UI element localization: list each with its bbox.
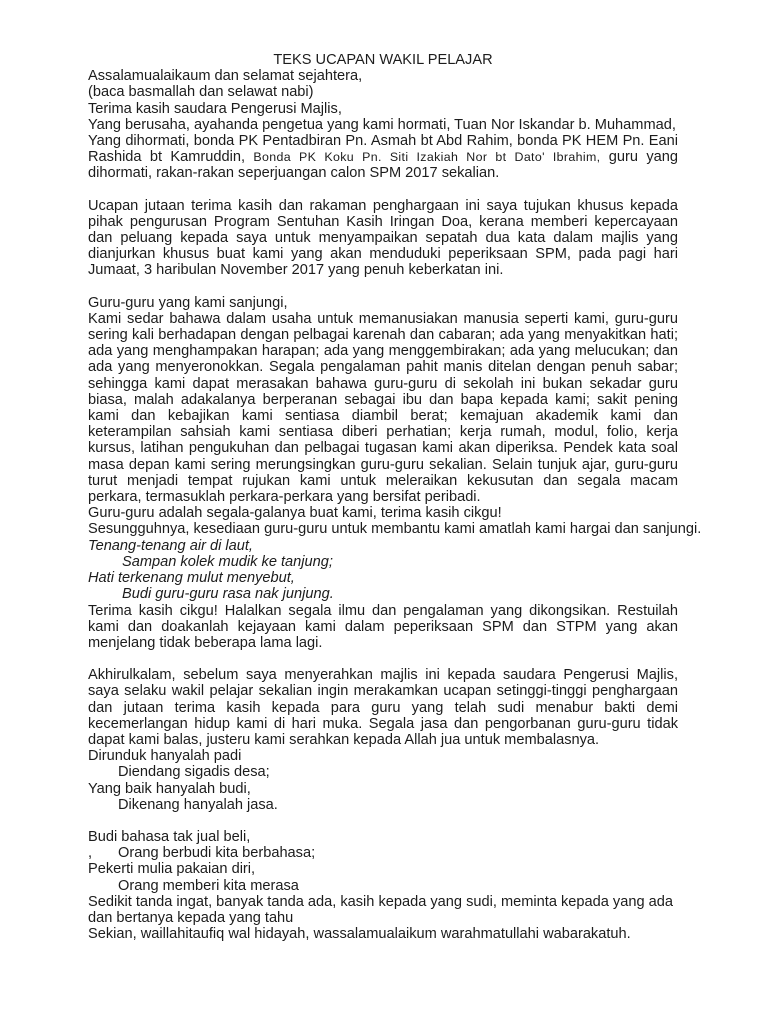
paragraph-teachers-gratitude: Sesungguhnya, kesediaan guru-guru untuk membantu kami amatlah kami hargai dan sanjungi. [88,521,702,538]
greeting-teachers [88,133,678,182]
spacer [88,279,678,295]
pantun-padi [88,748,678,813]
pantun-line: Sampan kolek mudik ke tanjung; [122,553,333,570]
greeting-teachers-koku: Bonda PK Koku Pn. Siti Izakiah Nor bt Dato' Ibrahim, [253,150,601,165]
spacer [88,182,678,198]
paragraph-teachers-intro: Guru-guru yang kami sanjungi, [88,294,288,311]
pantun-line: Budi bahasa tak jual beli, [88,828,251,845]
pantun-line: Diendang sigadis desa; [118,764,270,781]
paragraph-closing-remarks: Akhirulkalam, sebelum saya menyerahkan majlis ini kepada saudara Pengerusi Majlis, saya selaku wakil pelajar sekalian ingin merakamkan ucapan setinggi-tinggi penghargaan dan jutaan terima kasih kepada para guru yang telah sudi menabur bakti demi kecemerlangan hidup kami di hari muka. Segala jasa dan pengorbanan guru-guru tidak dapat kami balas, justeru kami serahkan kepada Allah jua untuk membalasnya. [88,667,678,748]
pantun-line: Dikenang hanyalah jasa. [118,796,278,813]
greeting-teachers-part1: Yang dihormati, bonda PK Pentadbiran Pn. Asmah bt Abd Rahim, bonda PK HEM Pn. Eani Rashida bt Kamruddin, [88,133,678,166]
pantun-line: Pekerti mulia pakaian diri, [88,861,256,878]
speech-document [88,52,702,943]
pantun-line-text: Orang berbudi kita berbahasa; [118,845,316,862]
paragraph-teachers-thanks: Guru-guru adalah segala-galanya buat kami, terima kasih cikgu! [88,505,502,522]
pantun-line: Budi guru-guru rasa nak junjung. [122,586,334,603]
pantun-line: Orang memberi kita merasa [118,877,299,894]
paragraph-blessing: Terima kasih cikgu! Halalkan segala ilmu dan pengalaman yang dikongsikan. Restuilah kami dan doakanlah kejayaan kami dalam peperiksaan SPM dan STPM yang akan menjelang tidak beberapa lama lagi. [88,602,678,651]
spacer [88,813,678,829]
greeting-instruction: (baca basmallah dan selawat nabi) [88,84,314,101]
spacer [88,651,678,667]
document-title: TEKS UCAPAN WAKIL PELAJAR [273,52,493,68]
greeting-teachers-part2: guru yang dihormati, rakan-rakan seperjuangan calon SPM 2017 sekalian. [88,149,678,182]
paragraph-appreciation: Ucapan jutaan terima kasih dan rakaman penghargaan ini saya tujukan khusus kepada pihak pengurusan Program Sentuhan Kasih Iringan Doa, kerana memberi kepercayaan dan peluang kepada saya untuk menyampaikan sepatah dua kata dalam majlis yang dianjurkan khusus buat kami yang akan menduduki peperiksaan SPM, pada pagi hari Jumaat, 3 haribulan November 2017 yang penuh keberkatan ini. [88,197,678,279]
pantun-line: Hati terkenang mulut menyebut, [88,570,295,587]
paragraph-teachers-body: Kami sedar bahawa dalam usaha untuk memanusiakan manusia seperti kami, guru-guru sering kali berhadapan dengan pelbagai karenah dan cabaran; ada yang menyakitkan hati; ada yang menghampakan harapan; ada yang menggembirakan; ada yang melucukan; dan ada yang menyeronokkan. Segala pengalaman pahit manis ditelan dengan penuh sabar; sehingga kami dapat merasakan bahawa guru-guru di sekolah ini bukan sekadar guru biasa, malah adakalanya berperanan sebagai ibu dan bapa kepada kami; sakit pening kami dan kebajikan kami sentiasa diambil berat; kemajuan akademik kami dan keterampilan sahsiah kami sentiasa diberi perhatian; kerja rumah, modul, folio, kerja kursus, latihan pengukuhan dan pelbagai tugasan kami akan diperiksa. Pendek kata soal masa depan kami sering merungsingkan guru-guru sekalian. Selain tunjuk ajar, guru-guru turut menjadi tempat rujukan kami untuk meleraikan kekusutan dan segala macam perkara, termasuklah perkara-perkara yang bersifat peribadi. [88,310,678,506]
stray-comma: , [88,845,93,862]
greeting-chairman: Terima kasih saudara Pengerusi Majlis, [88,100,342,117]
pantun-line: Dirunduk hanyalah padi [88,748,242,765]
paragraph-final-salam: Sekian, waillahitaufiq wal hidayah, wassalamualaikum warahmatullahi wabarakatuh. [88,926,631,943]
pantun-tenang [88,538,678,603]
paragraph-proverb: Sedikit tanda ingat, banyak tanda ada, kasih kepada yang sudi, meminta kepada yang ada dan bertanya kepada yang tahu [88,893,673,926]
pantun-line: Yang baik hanyalah budi, [88,780,251,797]
pantun-line-with-comma [88,845,678,861]
greeting-salam: Assalamualaikaum dan selamat sejahtera, [88,68,363,85]
pantun-line: Tenang-tenang air di laut, [88,537,253,554]
greeting-principal: Yang berusaha, ayahanda pengetua yang kami hormati, Tuan Nor Iskandar b. Muhammad, [88,116,676,133]
pantun-budi-bahasa [88,829,678,894]
